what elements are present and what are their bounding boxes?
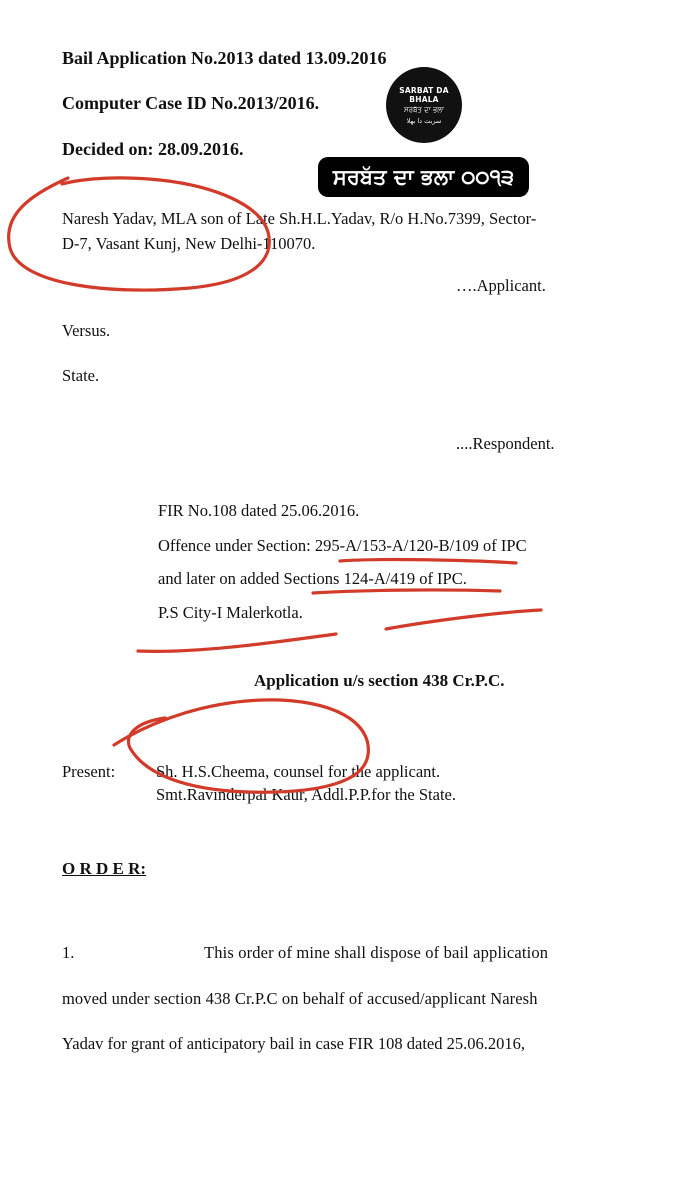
application-title: Application u/s section 438 Cr.P.C.: [254, 671, 505, 690]
police-station: P.S City-I Malerkotla.: [158, 603, 303, 622]
present-counsel-state: Smt.Ravinderpal Kaur, Addl.P.P.for the State.: [156, 785, 456, 804]
order-text-line-2: moved under section 438 Cr.P.C on behalf of accused/applicant Naresh: [62, 989, 538, 1008]
versus-label: Versus.: [62, 321, 111, 340]
state-label: State.: [62, 366, 100, 385]
offence-sections: Offence under Section: 295-A/153-A/120-B/109 of IPC: [158, 536, 527, 555]
sarbat-da-bhala-logo: [386, 67, 462, 143]
applicant-line-2: D-7, Vasant Kunj, New Delhi-110070.: [62, 234, 316, 253]
present-counsel-applicant: Sh. H.S.Cheema, counsel for the applicant.: [156, 762, 441, 781]
applicant-line-1: Naresh Yadav, MLA son of Late Sh.H.L.Yadav, R/o H.No.7399, Sector-: [62, 209, 537, 228]
paragraph-number: 1.: [62, 943, 75, 962]
annotation-underline-sections: [340, 560, 516, 563]
annotation-underline-added: [313, 590, 500, 593]
order-heading: O R D E R:: [62, 859, 147, 878]
bail-application-heading: Bail Application No.2013 dated 13.09.2016: [62, 48, 387, 68]
decided-on-date: Decided on: 28.09.2016.: [62, 139, 244, 159]
added-sections: and later on added Sections 124-A/419 of IPC.: [158, 569, 467, 588]
computer-case-id: Computer Case ID No.2013/2016.: [62, 93, 320, 113]
annotation-underline-ps-right: [386, 610, 541, 629]
fir-number: FIR No.108 dated 25.06.2016.: [158, 501, 360, 520]
annotation-underline-ps-left: [138, 634, 336, 651]
watermark-tag: ਸਰਬੱਤ ਦਾ ਭਲਾ ੦੦੧੩: [318, 157, 529, 197]
order-text-line-3: Yadav for grant of anticipatory bail in case FIR 108 dated 25.06.2016,: [62, 1034, 525, 1053]
present-label: Present:: [62, 762, 116, 781]
logo-text-gurmukhi: ਸਰਬੱਤ ਦਾ ਭਲਾ: [404, 105, 444, 114]
logo-text-shahmukhi: سربت دا بھلا: [406, 116, 442, 125]
logo-text-english: SARBAT DA BHALA: [399, 85, 449, 104]
respondent-label: ....Respondent.: [456, 434, 555, 453]
order-text-line-1: This order of mine shall dispose of bail application: [204, 943, 549, 962]
applicant-label: ….Applicant.: [456, 276, 546, 295]
